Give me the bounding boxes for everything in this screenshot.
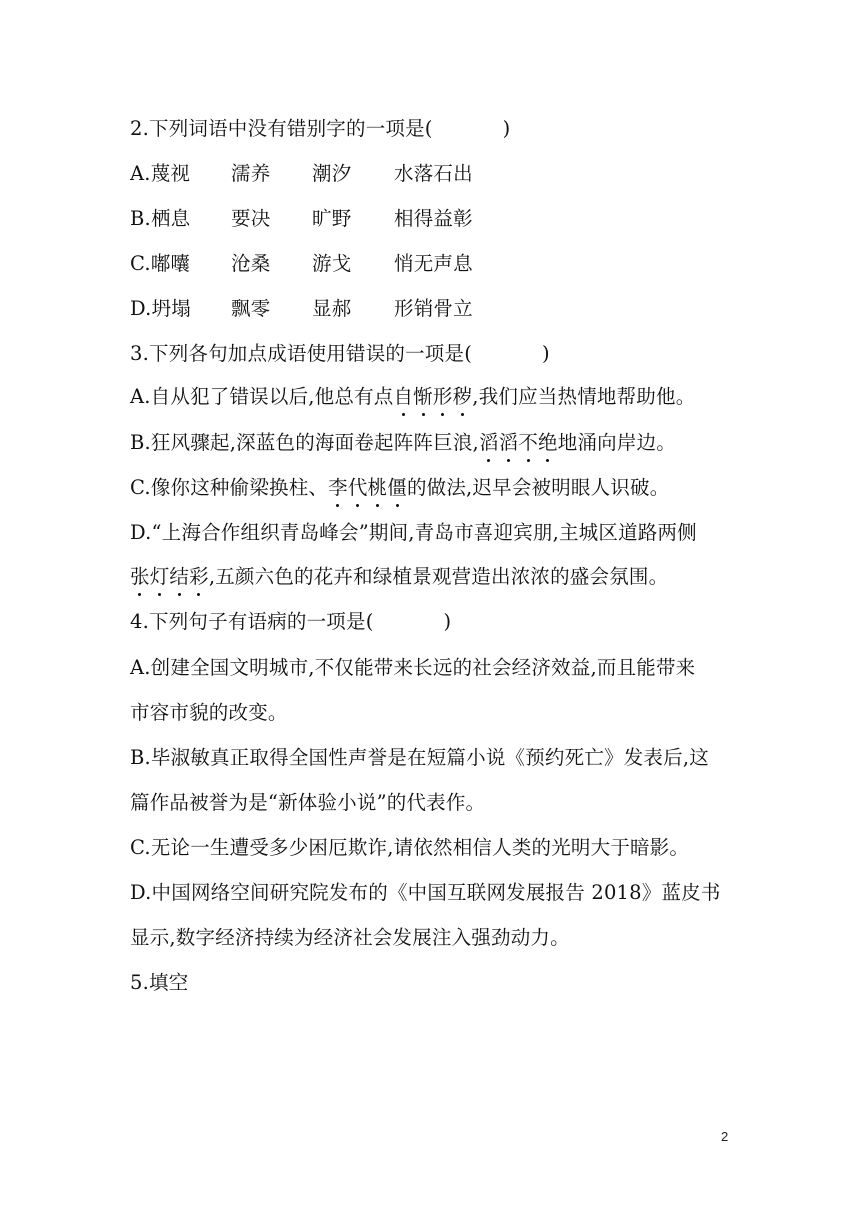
q3-d-emphasis-char: 彩 [189,565,209,588]
q2-a-word3: 潮汐 [312,162,352,185]
q3-b-emphasis-char: 不 [518,431,539,454]
q3-b-emphasis-char: 绝 [538,431,558,454]
q2-c-word1: 嘟囔 [150,252,191,275]
q2-d-word3: 显郝 [312,297,352,320]
q4-option-a-line1: A.创建全国文明城市,不仅能带来长远的社会经济效益,而且能带来 [130,656,696,679]
q3-option-b [130,431,676,455]
q2-a-word2: 濡养 [231,162,271,185]
q3-c-emphasis-char: 桃 [367,476,388,499]
q4-option-a-line2: 市容市貌的改变。 [130,701,288,724]
q3-stem-text: 3.下列各句加点成语使用错误的一项是( [130,342,473,365]
q2-d-word4: 形销骨立 [394,297,473,320]
q5-stem: 5.填空 [130,971,189,994]
q4-option-b-line2: 篇作品被誉为是“新体验小说”的代表作。 [130,791,486,814]
q3-option-c [130,476,669,500]
q2-c-word4: 悄无声息 [394,252,473,275]
q3-a-emphasis-char: 秽 [452,385,473,408]
q3-paren-close: ) [542,342,550,365]
q3-d-emphasis-char: 张 [130,565,150,588]
q2-stem [130,117,510,141]
q3-a-post: ,我们应当热情地帮助他。 [472,385,696,408]
q2-b-word2: 要决 [231,207,271,230]
q2-d-word1: 坍塌 [151,297,191,320]
q2-d-letter-w1 [130,297,191,321]
q2-c-letter: C. [130,252,151,275]
q2-stem-text: 2.下列词语中没有错别字的一项是( [130,117,433,140]
q3-option-d-line1: D.“上海合作组织青岛峰会”期间,青岛市喜迎宾朋,主城区道路两侧 [130,521,697,544]
q3-c-pre: C.像你这种偷梁换柱、 [130,476,329,499]
q2-a-letter: A. [130,162,151,185]
q4-option-d-line2: 显示,数字经济持续为经济社会发展注入强劲动力。 [130,926,570,949]
q2-c-word3: 游戈 [312,252,352,275]
q3-c-post: 的做法,迟早会被明眼人识破。 [406,476,670,499]
q4-option-d-line1: D.中国网络空间研究院发布的《中国互联网发展报告 2018》蓝皮书 [130,881,721,904]
q3-option-d-line2 [130,565,668,589]
q2-b-word3: 旷野 [312,207,352,230]
q4-stem-text: 4.下列句子有语病的一项是( [130,610,374,633]
q3-b-post: 地涌向岸边。 [557,431,676,454]
q3-c-emphasis-char: 代 [347,476,368,499]
q3-c-emphasis-char: 僵 [387,476,407,499]
q4-paren-close: ) [443,610,452,633]
q4-stem [130,610,451,634]
q3-option-a [130,385,695,409]
q3-a-emphasis-char: 形 [432,385,453,408]
q3-b-emphasis-char: 滔 [478,431,499,454]
q2-a-letter-w1 [130,162,190,186]
q3-b-pre: B.狂风骤起,深蓝色的海面卷起阵阵巨浪, [130,431,479,454]
q3-d-emphasis-char: 结 [169,565,190,588]
q2-a-word4: 水落石出 [394,162,473,185]
q4-option-b-line1: B.毕淑敏真正取得全国性声誉是在短篇小说《预约死亡》发表后,这 [130,746,709,769]
q3-a-emphasis-char: 惭 [413,385,433,408]
q2-paren-close: ) [502,117,511,140]
q2-b-letter: B. [130,207,151,230]
q3-b-emphasis-char: 滔 [498,431,519,454]
q3-a-emphasis-char: 自 [393,385,414,408]
q2-c-letter-w1 [130,252,190,276]
q2-b-word1: 栖息 [150,207,191,230]
q2-d-letter: D. [130,297,152,320]
q3-stem [130,342,550,366]
q2-a-word1: 蔑视 [150,162,191,185]
q3-d-emphasis-char: 灯 [149,565,170,588]
q3-a-pre: A.自从犯了错误以后,他总有点 [130,385,394,408]
q2-b-word4: 相得益彰 [394,207,473,230]
q3-d-post: ,五颜六色的花卉和绿植景观营造出浓浓的盛会氛围。 [208,565,669,588]
q2-b-letter-w1 [130,207,190,231]
q4-option-c: C.无论一生遭受多少困厄欺诈,请依然相信人类的光明大于暗影。 [130,836,690,859]
q3-c-emphasis-char: 李 [328,476,348,499]
page-number: 2 [721,1129,729,1144]
q2-c-word2: 沧桑 [231,252,271,275]
q2-d-word2: 飘零 [231,297,271,320]
